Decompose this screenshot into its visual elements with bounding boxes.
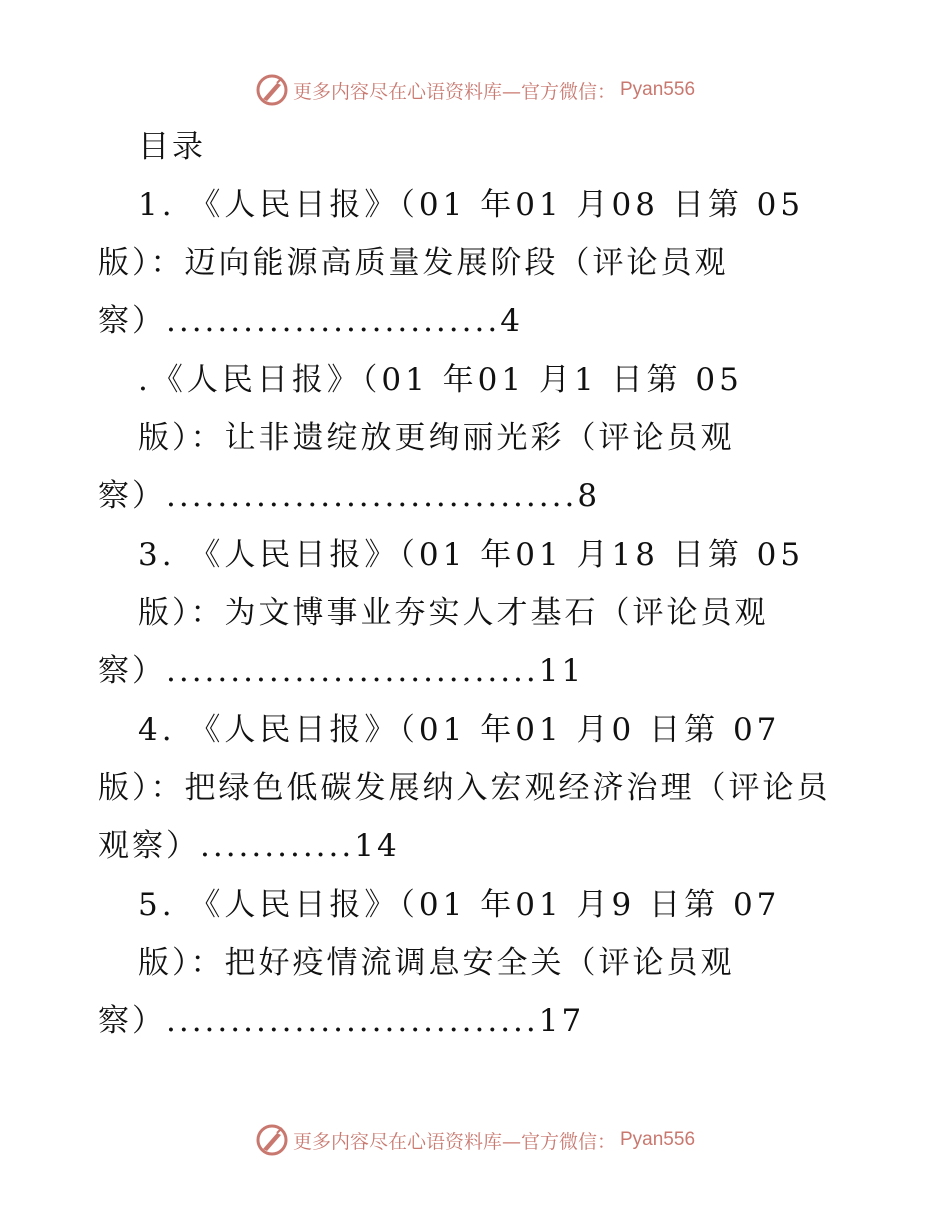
toc-entry-3-cont[interactable]: 版）：为文博事业夯实人才基石（评论员观 [138, 595, 769, 631]
table-of-contents [0, 118, 950, 1058]
watermark-text: 更多内容尽在心语资料库—官方微信： [292, 80, 616, 103]
watermark-wechat-id: Pyan556 [620, 1129, 696, 1150]
toc-entry-4-head[interactable]: 4. 《人民日报》（01 年01 月0 日第 07 [138, 712, 781, 748]
toc-entry-3-head[interactable]: 3. 《人民日报》（01 年01 月18 日第 05 [138, 537, 805, 573]
watermark-text: 更多内容尽在心语资料库—官方微信： [292, 1130, 616, 1153]
toc-entry-2-tail[interactable]: 察）................................8 [98, 478, 601, 514]
toc-entry-1-tail[interactable]: 察）..........................4 [98, 303, 523, 339]
toc-heading: 目录 [138, 129, 206, 165]
header-watermark [0, 70, 950, 110]
toc-entry-1-cont[interactable]: 版）：迈向能源高质量发展阶段（评论员观 [98, 245, 729, 281]
toc-entry-4-cont[interactable]: 版）：把绿色低碳发展纳入宏观经济治理（评论员 [98, 770, 831, 806]
toc-entry-2-cont[interactable]: 版）：让非遗绽放更绚丽光彩（评论员观 [138, 420, 735, 456]
quill-pen-logo-icon [255, 73, 289, 107]
toc-entry-1-head[interactable]: 1. 《人民日报》（01 年01 月08 日第 05 [138, 187, 805, 223]
quill-pen-logo-icon [255, 1123, 289, 1157]
toc-entry-5-head[interactable]: 5. 《人民日报》（01 年01 月9 日第 07 [138, 887, 781, 923]
toc-entry-5-cont[interactable]: 版）：把好疫情流调息安全关（评论员观 [138, 945, 735, 981]
toc-entry-2-head[interactable]: .《人民日报》（01 年01 月1 日第 05 [138, 362, 743, 398]
toc-entry-4-tail[interactable]: 观察）............14 [98, 828, 400, 864]
watermark-wechat-id: Pyan556 [620, 79, 696, 100]
footer-watermark [0, 1120, 950, 1160]
toc-entry-5-tail[interactable]: 察）.............................17 [98, 1003, 585, 1039]
toc-entry-3-tail[interactable]: 察）.............................11 [98, 653, 585, 689]
